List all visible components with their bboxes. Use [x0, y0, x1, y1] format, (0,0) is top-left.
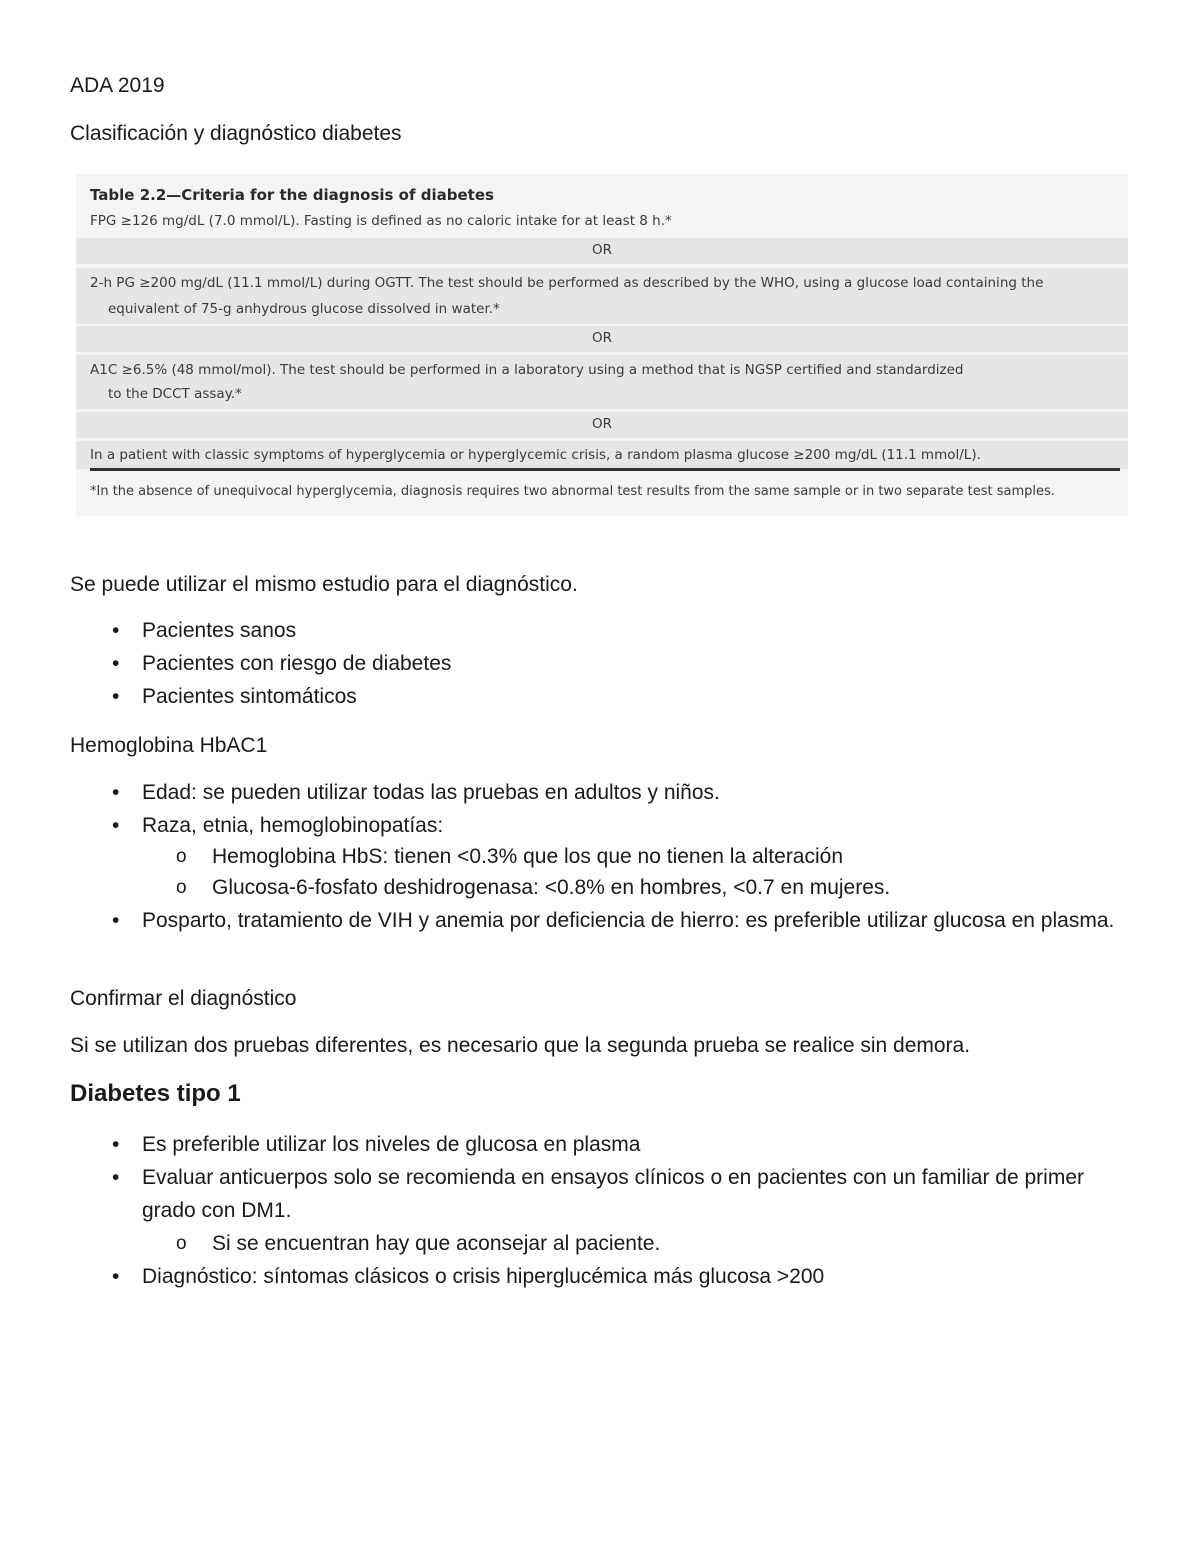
- list-item: • Pacientes con riesgo de diabetes: [0, 647, 1132, 680]
- doc-title: ADA 2019: [70, 74, 165, 97]
- list-item: • Posparto, tratamiento de VIH y anemia por deficiencia de hierro: es preferible utilizar glucosa en plasma.: [0, 904, 1132, 937]
- list-item: • Edad: se pueden utilizar todas las pruebas en adultos y niños.: [0, 776, 1132, 809]
- section3-text: Si se utilizan dos pruebas diferentes, es necesario que la segunda prueba se realice sin demora.: [70, 1034, 971, 1057]
- diagnosis-criteria-table: [76, 174, 1128, 516]
- table-title: Table 2.2—Criteria for the diagnosis of diabetes: [90, 186, 494, 204]
- table-or-row: [76, 412, 1128, 438]
- table-row-a1c: [76, 355, 1128, 409]
- section1-list: [0, 614, 1132, 713]
- list-item: • Pacientes sintomáticos: [0, 680, 1132, 713]
- section2-list: [0, 776, 1200, 937]
- table-row-a1c-line1: A1C ≥6.5% (48 mmol/mol). The test should be performed in a laboratory using a method that is NGSP certified and standardized: [90, 362, 964, 378]
- or-label: OR: [591, 416, 612, 432]
- list-item: • Diagnóstico: síntomas clásicos o crisis hiperglucémica más glucosa >200: [0, 1260, 1132, 1293]
- sub-list-item: o Si se encuentran hay que aconsejar al paciente.: [0, 1227, 1200, 1260]
- sub-list-item: o Hemoglobina HbS: tienen <0.3% que los que no tienen la alteración: [0, 842, 1200, 872]
- or-label: OR: [591, 330, 612, 346]
- section1-intro: Se puede utilizar el mismo estudio para el diagnóstico.: [70, 573, 578, 596]
- list-item: • Es preferible utilizar los niveles de glucosa en plasma: [0, 1128, 1132, 1161]
- doc-subtitle: Clasificación y diagnóstico diabetes: [70, 122, 402, 145]
- list-item: • Raza, etnia, hemoglobinopatías:: [0, 809, 1132, 842]
- table-row-a1c-line2: to the DCCT assay.*: [108, 386, 242, 402]
- table-rule: [90, 468, 1120, 471]
- table-row-fpg: FPG ≥126 mg/dL (7.0 mmol/L). Fasting is defined as no caloric intake for at least 8 h.*: [90, 213, 672, 229]
- section3-heading: Confirmar el diagnóstico: [70, 987, 297, 1010]
- table-row-random-text: In a patient with classic symptoms of hyperglycemia or hyperglycemic crisis, a random plasma glucose ≥200 mg/dL (11.1 mmol/L).: [90, 447, 981, 463]
- list-item: • Pacientes sanos: [0, 614, 1132, 647]
- table-or-row: [76, 326, 1128, 352]
- section2-heading: Hemoglobina HbAC1: [70, 734, 268, 757]
- table-row-random: [76, 441, 1128, 469]
- or-label: OR: [591, 242, 612, 258]
- table-row-2hpg: [76, 268, 1128, 324]
- section4-list: [0, 1128, 1200, 1293]
- list-item: • Evaluar anticuerpos solo se recomienda en ensayos clínicos o en pacientes con un familiar de primer grado con DM1.: [0, 1161, 1132, 1227]
- table-or-row: [76, 238, 1128, 264]
- table-row-2hpg-line2: equivalent of 75-g anhydrous glucose dissolved in water.*: [108, 301, 500, 317]
- section4-heading: Diabetes tipo 1: [70, 1080, 241, 1107]
- table-row-2hpg-line1: 2-h PG ≥200 mg/dL (11.1 mmol/L) during OGTT. The test should be performed as described by the WHO, using a glucose load containing the: [90, 275, 1044, 291]
- table-footnote: *In the absence of unequivocal hyperglycemia, diagnosis requires two abnormal test results from the same sample or in two separate test samples.: [90, 484, 1055, 499]
- sub-list-item: o Glucosa-6-fosfato deshidrogenasa: <0.8% en hombres, <0.7 en mujeres.: [0, 872, 1200, 904]
